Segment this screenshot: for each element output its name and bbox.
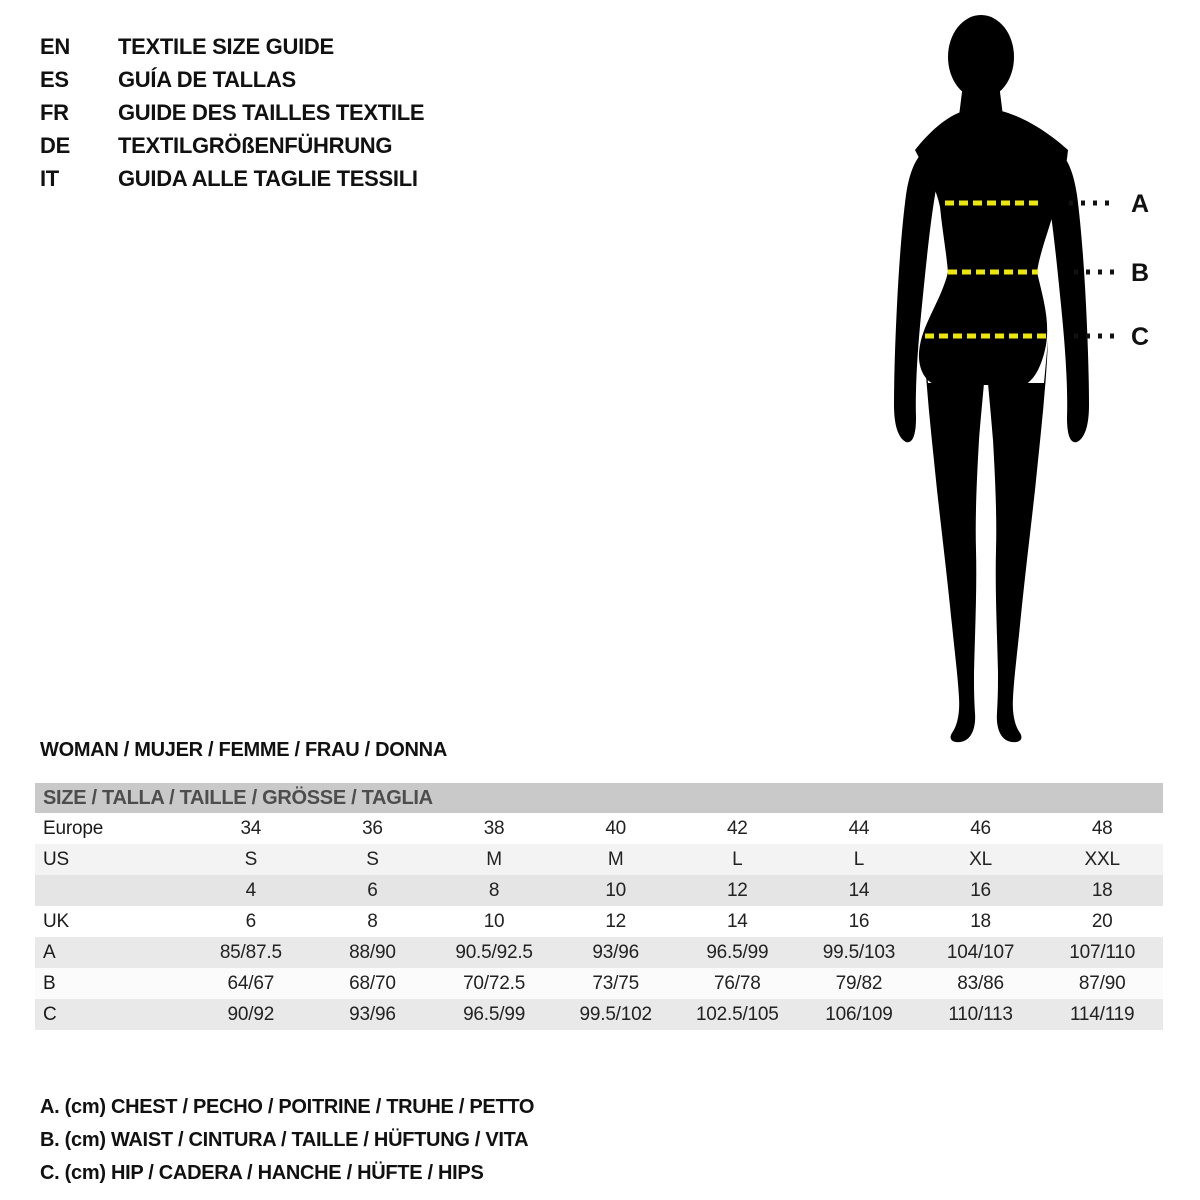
guide-title: GUÍA DE TALLAS: [118, 66, 296, 92]
table-row: [35, 999, 1163, 1030]
language-code: ES: [40, 66, 69, 92]
table-cell: 79/82: [835, 972, 883, 994]
language-row: [40, 63, 424, 96]
table-cell: 93/96: [349, 1003, 396, 1025]
table-cell: 76/78: [714, 972, 761, 994]
guide-title: TEXTILGRÖßENFÜHRUNG: [118, 132, 393, 158]
table-cell: 8: [488, 879, 500, 901]
table-cell: L: [853, 848, 865, 870]
table-row: [35, 937, 1163, 968]
table-cell: 10: [483, 910, 505, 932]
table-cell: 44: [848, 817, 870, 839]
table-cell: S: [366, 848, 379, 870]
table-cell: 96.5/99: [463, 1003, 526, 1025]
table-cell: XL: [969, 848, 992, 870]
table-cell: 114/119: [1069, 1003, 1135, 1025]
table-cell: 4: [245, 879, 256, 901]
size-table: [35, 783, 1163, 1030]
language-row: [40, 96, 424, 129]
table-cell: 73/75: [592, 972, 639, 994]
table-row: [35, 844, 1163, 875]
table-cell: 110/113: [948, 1003, 1013, 1025]
table-cell: 12: [726, 879, 748, 901]
table-cell: 99.5/102: [579, 1003, 652, 1025]
language-code: IT: [40, 165, 59, 191]
row-label: UK: [43, 910, 69, 932]
marker-label-b: B: [1131, 259, 1150, 287]
language-code: DE: [40, 132, 70, 158]
woman-silhouette-figure: [880, 0, 1200, 760]
table-cell: 106/109: [825, 1003, 893, 1025]
table-cell: 88/90: [349, 941, 396, 963]
table-cell: 12: [605, 910, 627, 932]
table-cell: 90/92: [227, 1003, 275, 1025]
size-table-header-row: [35, 783, 1163, 813]
table-row: [35, 906, 1163, 937]
table-cell: 18: [1091, 879, 1113, 901]
table-cell: 16: [848, 910, 870, 932]
marker-label-c: C: [1131, 323, 1150, 351]
language-code: FR: [40, 99, 69, 125]
row-label: A: [43, 941, 56, 963]
table-cell: 46: [970, 817, 991, 839]
table-cell: 93/96: [592, 941, 639, 963]
row-label: US: [43, 848, 69, 870]
language-code: EN: [40, 33, 70, 59]
table-cell: 6: [245, 910, 256, 932]
table-cell: 68/70: [349, 972, 396, 994]
table-cell: 99.5/103: [822, 941, 896, 963]
table-cell: 36: [362, 817, 383, 839]
table-cell: 42: [726, 817, 748, 839]
silhouette-left-leg: [924, 340, 984, 742]
table-cell: M: [607, 848, 624, 870]
language-row: [40, 162, 424, 195]
table-cell: 18: [970, 910, 991, 932]
table-row: [35, 968, 1163, 999]
table-cell: M: [486, 848, 502, 870]
table-cell: 10: [605, 879, 627, 901]
woman-silhouette: [894, 15, 1089, 742]
legend-line-chest: A. (cm) CHEST / PECHO / POITRINE / TRUHE / PETTO: [40, 1096, 535, 1118]
table-cell: 34: [240, 817, 262, 839]
silhouette-right-leg: [988, 340, 1048, 742]
guide-title: TEXTILE SIZE GUIDE: [118, 33, 334, 59]
table-cell: 87/90: [1078, 972, 1126, 994]
table-cell: 14: [848, 879, 870, 901]
table-cell: 20: [1091, 910, 1113, 932]
guide-title: GUIDA ALLE TAGLIE TESSILI: [118, 165, 418, 191]
table-cell: 64/67: [227, 972, 275, 994]
row-label: Europe: [43, 817, 104, 839]
table-cell: 16: [970, 879, 991, 901]
row-label: B: [43, 972, 56, 994]
table-cell: XXL: [1084, 848, 1120, 870]
table-cell: L: [732, 848, 743, 870]
table-cell: 102.5/105: [695, 1003, 779, 1025]
table-cell: 40: [605, 817, 627, 839]
table-cell: 6: [367, 879, 378, 901]
gender-section-title: WOMAN / MUJER / FEMME / FRAU / DONNA: [40, 739, 447, 761]
table-cell: 8: [367, 910, 378, 932]
measurement-legend: [40, 1091, 534, 1190]
size-table-header: SIZE / TALLA / TAILLE / GRÖSSE / TAGLIA: [35, 783, 1163, 813]
language-row: [40, 129, 424, 162]
legend-line-waist: B. (cm) WAIST / CINTURA / TAILLE / HÜFTUNG / VITA: [40, 1129, 529, 1151]
marker-label-a: A: [1131, 190, 1150, 218]
table-cell: 96.5/99: [706, 941, 769, 963]
table-cell: 104/107: [946, 941, 1015, 963]
table-cell: 83/86: [957, 972, 1004, 994]
table-cell: 14: [726, 910, 748, 932]
guide-title: GUIDE DES TAILLES TEXTILE: [118, 99, 425, 125]
row-label: [35, 875, 190, 906]
table-row: [35, 813, 1163, 844]
legend-line-hip: C. (cm) HIP / CADERA / HANCHE / HÜFTE / HIPS: [40, 1162, 484, 1184]
row-label: C: [43, 1003, 57, 1025]
table-cell: 90.5/92.5: [455, 941, 533, 963]
table-cell: S: [244, 848, 258, 870]
language-row: [40, 30, 424, 63]
table-row: [35, 875, 1163, 906]
table-cell: 48: [1091, 817, 1113, 839]
table-cell: 107/110: [1069, 941, 1136, 963]
table-cell: 38: [483, 817, 505, 839]
table-cell: 70/72.5: [463, 972, 526, 994]
table-cell: 85/87.5: [219, 941, 282, 963]
language-title-list: [40, 30, 424, 195]
